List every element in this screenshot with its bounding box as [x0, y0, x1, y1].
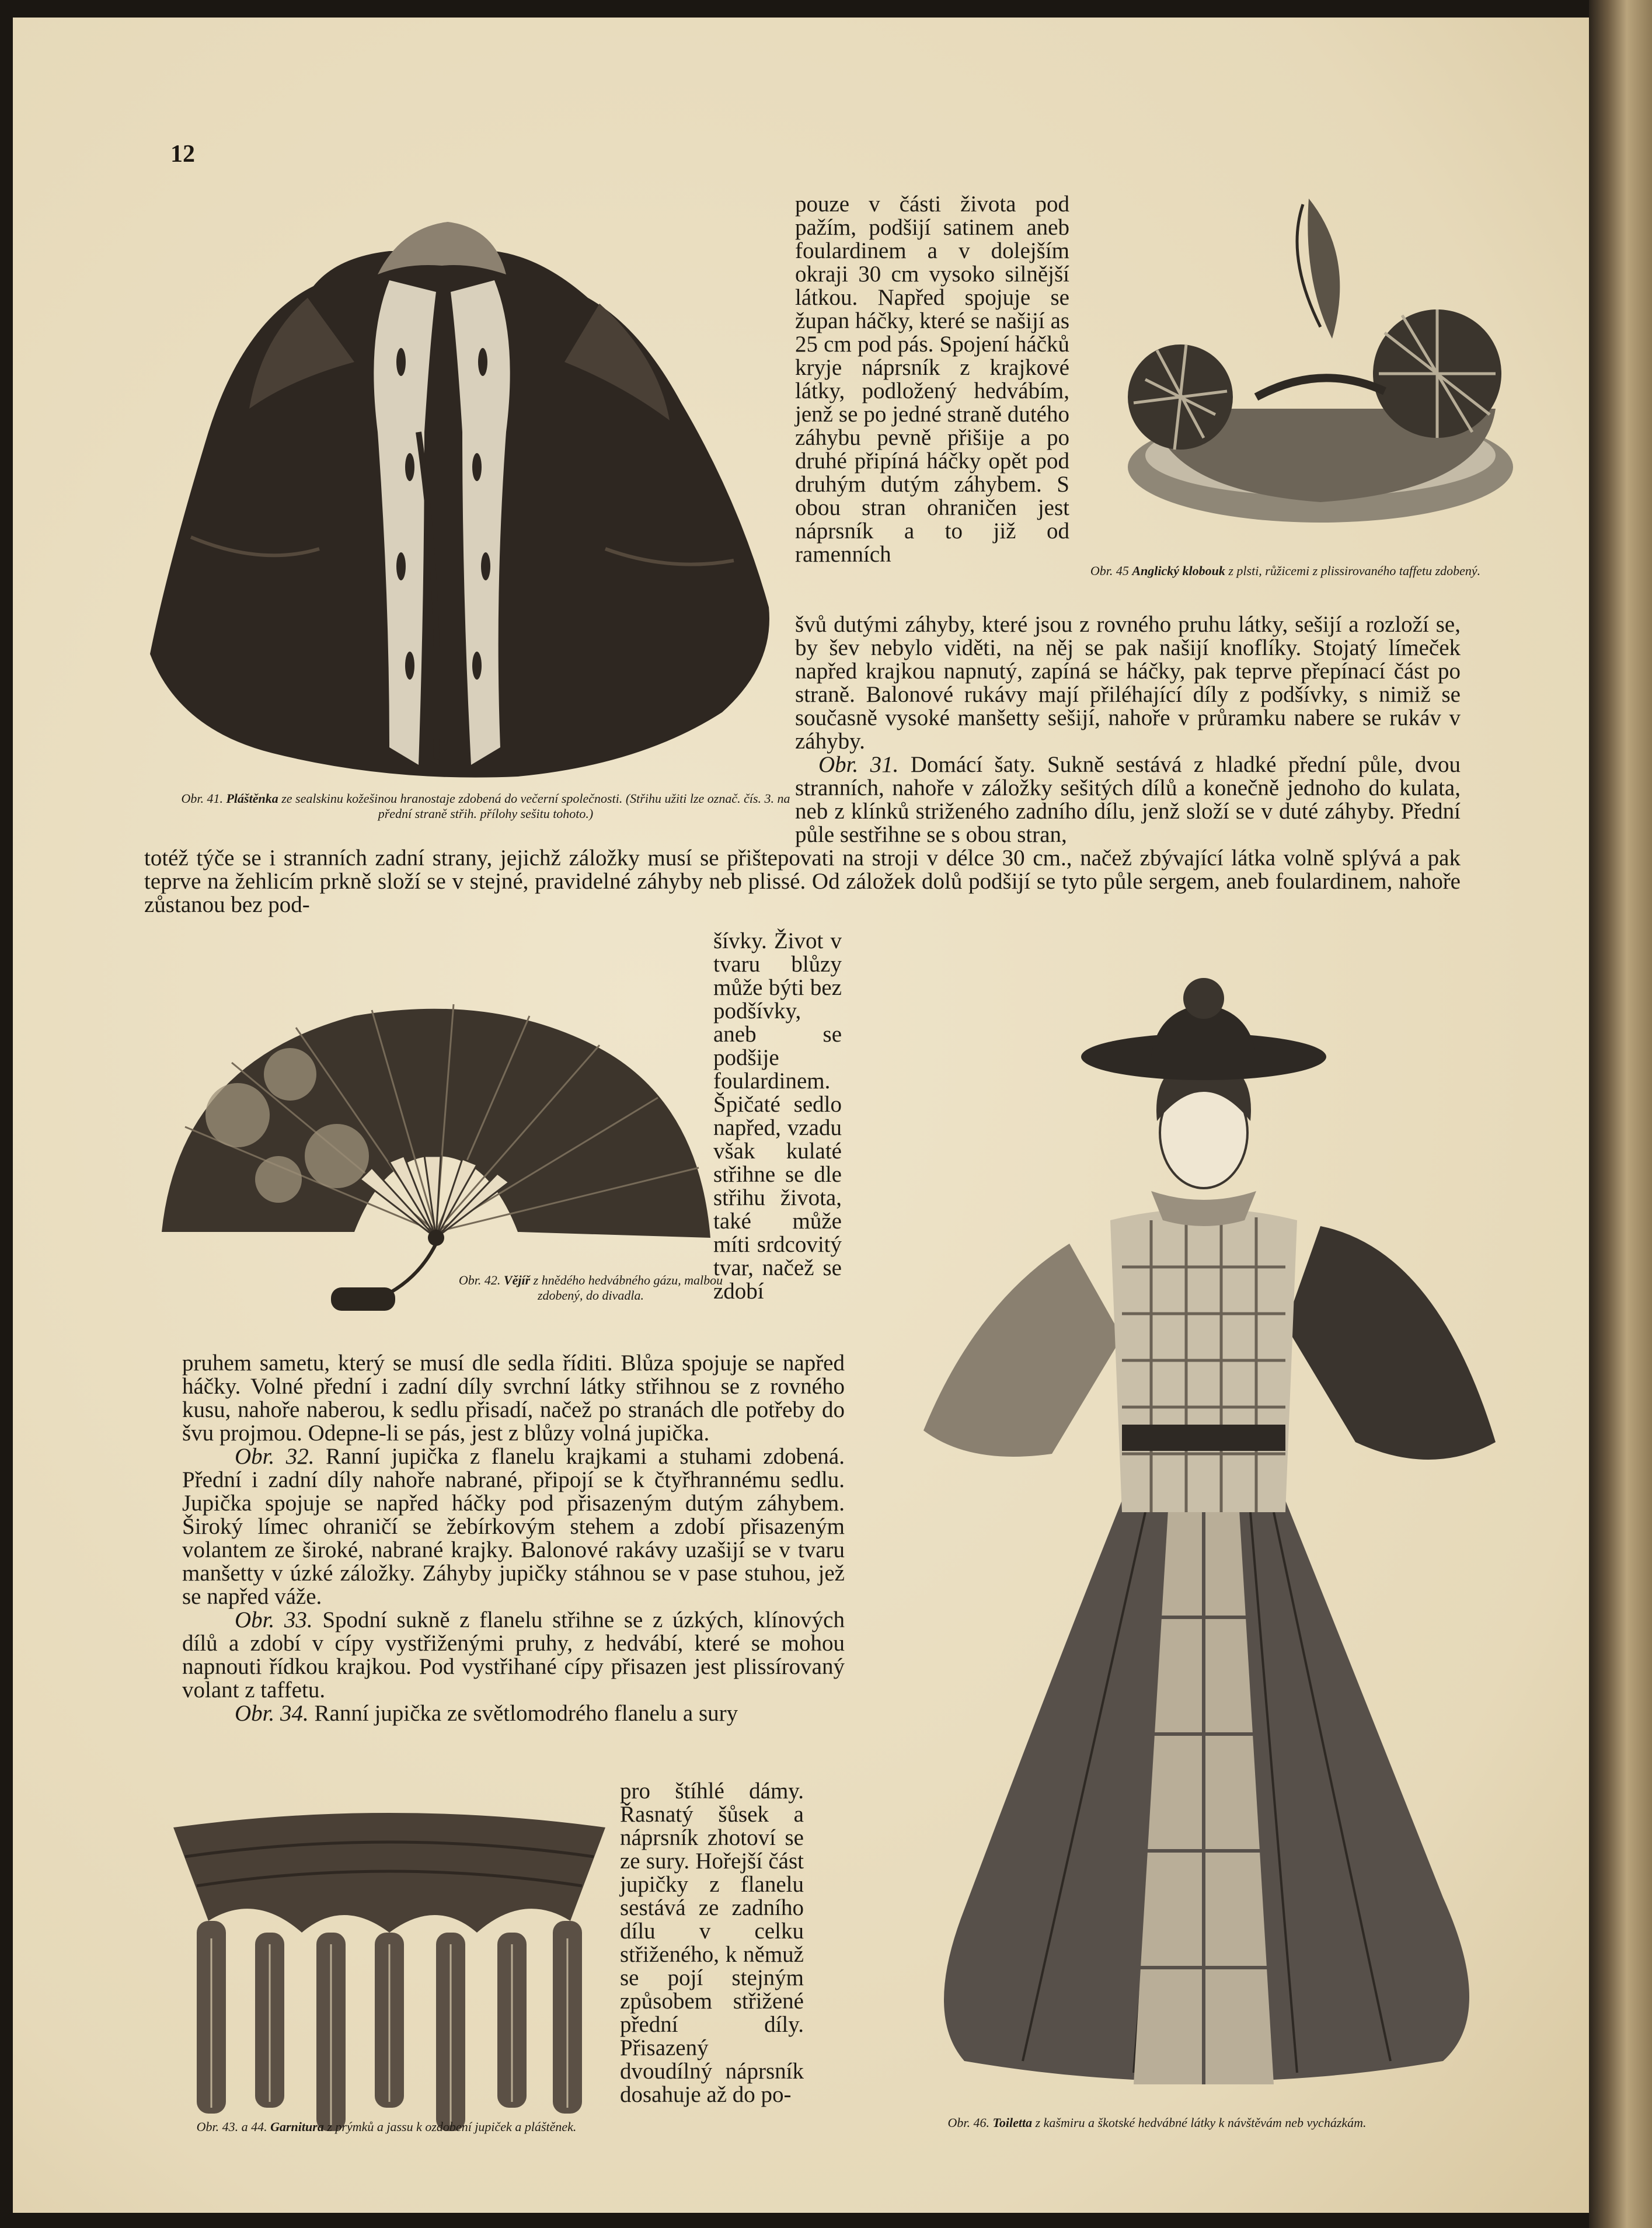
caption-title: Pláštěnka — [226, 791, 278, 806]
paragraph: šívky. Život v tvaru blůzy může býti bez podšívky, aneb se podšije foulardinem. Špičaté sedlo napřed, vzadu však kulaté střihne se dle střihu života, také může míti srdcovitý tvar, načež se zdobí — [713, 928, 842, 1304]
figure-label: Obr. 32. — [235, 1444, 315, 1469]
figure-label: Obr. 33. — [235, 1607, 313, 1632]
paragraph-obr-31 — [795, 753, 1461, 847]
text-block-full-width — [144, 847, 1461, 917]
paragraph-obr-32 — [182, 1445, 845, 1609]
caption-obr-41 — [176, 791, 795, 821]
paragraph-text: Domácí šaty. Sukně sestává z hladké přední půle, dvou stranních, nahoře v záložky sešitých dílů a konečně jednoho do kulata, neb z klínků striženého zadního dílu, jenž složí se v duté záhyby. Přední půle sestřihne se s obou stran, — [795, 752, 1461, 847]
caption-obr-46 — [830, 2115, 1484, 2130]
paragraph-text: Ranní jupička z flanelu krajkami a stuhami zdobená. Přední i zadní díly nahoře nabrané, připojí se k čtyřhrannému sedlu. Jupička spojuje se napřed háčky pod přisazeným dutým záhybem. Široký límec ohraničí se žebírkovým stehem a zdobí přisazeným volantem ze široké, nabrané krajky. Balonové rakávy uzašijí se v tvaru manšetty v úzké záložky. Záhyby jupičky stáhnou se v pase stuhou, jež se napřed váže. — [182, 1444, 845, 1609]
paragraph-text: Spodní sukně z flanelu střihne se z úzkých, klínových dílů a zdobí v cípy vystřiženými pruhy, z hedvábí, které se mohou napnouti řídkou krajkou. Pod vystřihané cípy přisazen jest plissírovaný volant z taffetu. — [182, 1607, 845, 1703]
caption-obr-42 — [456, 1273, 725, 1303]
cape-illustration — [144, 187, 780, 794]
caption-title: Toiletta — [992, 2115, 1033, 2130]
binding-gutter — [1589, 0, 1652, 2228]
toilette-illustration — [877, 975, 1531, 2102]
caption-obr-45 — [1081, 563, 1490, 579]
text-column-bottom — [620, 1780, 804, 2107]
paragraph: pruhem sametu, který se musí dle sedla říditi. Blůza spojuje se napřed háčky. Volné přední i zadní díly svrchní látky střihnou se z rovného kusu, nahoře naberou, k sedlu přisadí, načež po stranách dle potřeby do švu projmou. Odepne-li se pás, jest z blůzy volná jupička. — [182, 1350, 845, 1446]
paragraph-obr-33 — [182, 1609, 845, 1702]
caption-title: Anglický klobouk — [1132, 563, 1225, 578]
paragraph-obr-34 — [182, 1702, 845, 1725]
text-block-middle — [182, 1352, 845, 1725]
caption-title: Vějíř — [503, 1273, 531, 1287]
magazine-page — [13, 18, 1589, 2213]
hat-illustration — [1110, 187, 1531, 561]
caption-title: Garnitura — [270, 2119, 324, 2134]
caption-number: Obr. 41. — [181, 791, 223, 806]
caption-text: z hnědého hedvábného gázu, malbou zdobený, do divadla. — [533, 1273, 723, 1303]
paragraph: pouze v části života pod pažím, podšijí satinem aneb foulardinem a v dolejším okraji 30 cm vysoko silnější látkou. Napřed spojuje se župan háčky, které se našijí as 25 cm pod pás. Spojení háčků kryje náprsník z krajkové látky, podložený hedvábím, jenž se po jedné straně dutého záhybu pevně přišije a po druhé připíná háčky opět pod druhým dutým záhybem. S obou stran ohraničen jest náprsník a to již od ramenních — [795, 192, 1069, 567]
caption-obr-43-44 — [182, 2119, 591, 2135]
caption-number: Obr. 43. a 44. — [196, 2119, 267, 2134]
caption-text: z prýmků a jassu k ozdobení jupiček a pláštěnek. — [327, 2119, 577, 2134]
text-column-fan — [713, 930, 842, 1303]
caption-number: Obr. 45 — [1090, 563, 1129, 578]
page-number: 12 — [170, 141, 195, 168]
paragraph: totéž týče se i stranních zadní strany, jejichž záložky musí se přištepovati na stroji v délce 30 cm., načež zbývající látka volně splývá a pak teprve na žehlicím prkně složí se v stejné, pravidelné záhyby neb plissé. Od záložek dolů podšijí se tyto půle sergem, aneb foulardinem, nahoře zůstanou bez pod- — [144, 845, 1461, 917]
caption-text: z plsti, růžicemi z plissirovaného taffetu zdobený. — [1228, 563, 1481, 578]
figure-label: Obr. 31. — [818, 752, 899, 777]
paragraph: švů dutými záhyby, které jsou z rovného pruhu látky, sešijí a rozloží se, by šev nebylo viděti, na něj se pak našijí knoflíky. Stojatý límeček napřed krajkou napnutý, zapíná se háčky, pak teprve přepínací část po straně. Balonové rukávy mají přiléhající díly z podšívky, s nimiž se současně vysoké manšetty sešijí, nahoře v průramku nabere se rukáv v záhyby. — [795, 612, 1461, 754]
garniture-illustration — [162, 1804, 617, 2131]
caption-number: Obr. 42. — [458, 1273, 501, 1287]
caption-text: z kašmiru a škotské hedvábné látky k návštěvám neb vycházkám. — [1035, 2115, 1367, 2130]
caption-number: Obr. 46. — [947, 2115, 989, 2130]
paragraph: pro štíhlé dámy. Řasnatý šůsek a náprsník zhotoví se ze sury. Hořejší část jupičky z flanelu sestává ze zadního dílu v celku střiženého, k němuž se pojí stejným způsobem střižené přední díly. Přisazený dvoudílný náprsník dosahuje až do po- — [620, 1778, 804, 2107]
figure-label: Obr. 34. — [235, 1701, 309, 1726]
caption-text: ze sealskinu kožešinou hranostaje zdobená do večerní společnosti. (Střihu užiti lze označ. čís. 3. na přední straně střih. přílohy sešitu tohoto.) — [281, 791, 790, 821]
text-column-top — [795, 193, 1069, 566]
paragraph-text: Ranní jupička ze světlomodrého flanelu a sury — [314, 1701, 738, 1726]
text-block-right-wide — [795, 613, 1461, 847]
